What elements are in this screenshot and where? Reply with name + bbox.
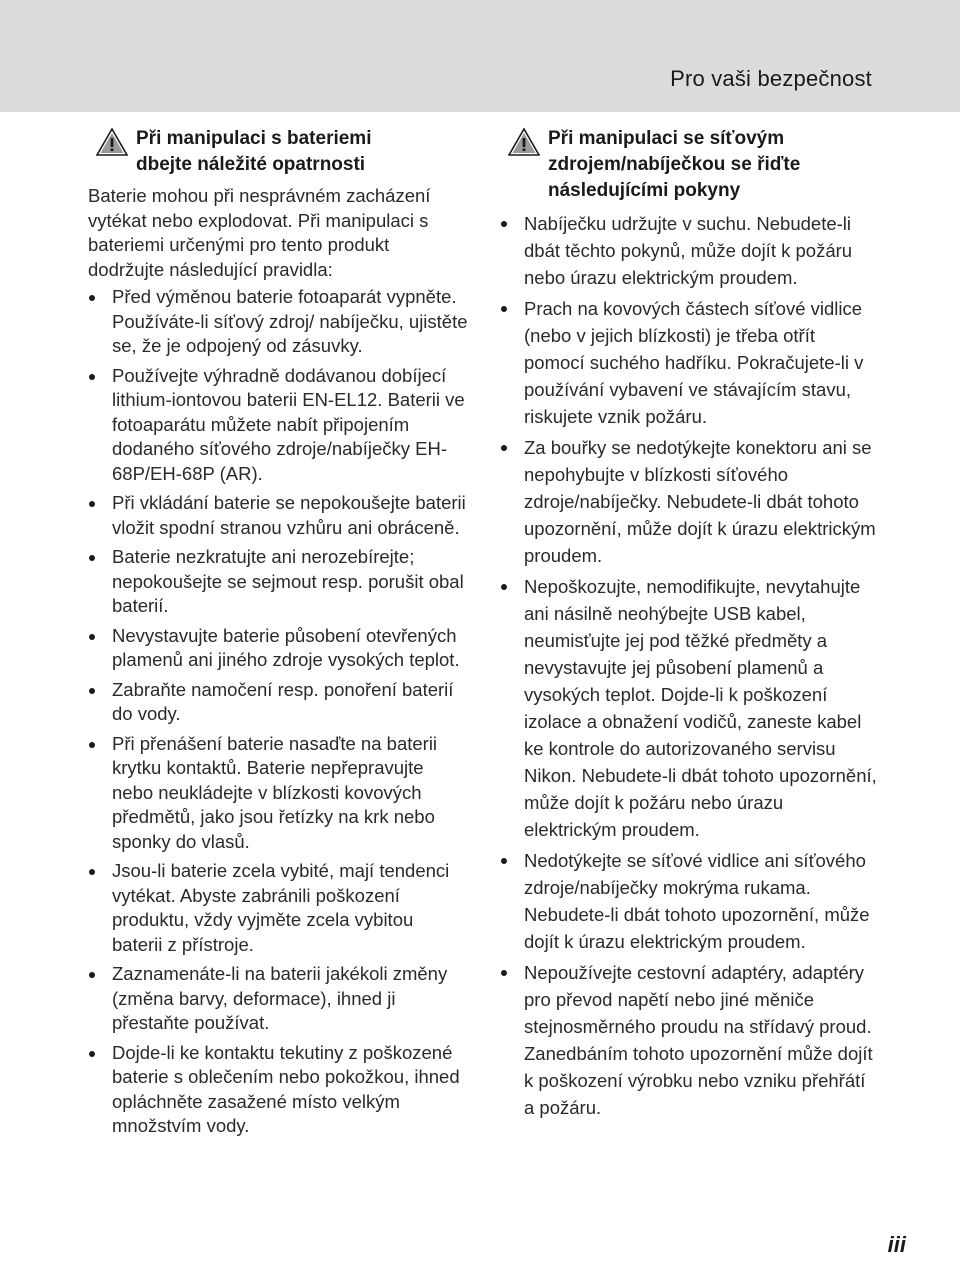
left-bullet-list	[88, 285, 468, 1139]
list-item: Při vkládání baterie se nepokoušejte baterii vložit spodní stranou vzhůru ani obráceně.	[88, 491, 468, 540]
left-intro-paragraph: Baterie mohou při nesprávném zacházení vytékat nebo explodovat. Při manipulaci s bateriemi určenými pro tento produkt dodržujte následující pravidla:	[88, 185, 431, 280]
list-item: Nabíječku udržujte v suchu. Nebudete-li dbát těchto pokynů, může dojít k požáru nebo úrazu elektrickým proudem.	[500, 210, 880, 291]
page-number: iii	[887, 1232, 906, 1257]
list-item: Nepoškozujte, nemodifikujte, nevytahujte ani násilně neohýbejte USB kabel, neumisťujte jej pod těžké předměty a nevystavujte jej působení plamenů a vysokých teplot. Dojde-li k poškození izolace a obnažení vodičů, zaneste kabel ke kontrole do autorizovaného servisu Nikon. Nebudete-li dbát tohoto upozornění, může dojít k požáru nebo úrazu elektrickým proudem.	[500, 573, 880, 843]
list-item: Nevystavujte baterie působení otevřených plamenů ani jiného zdroje vysokých teplot.	[88, 624, 468, 673]
right-section-title-line2: zdrojem/nabíječkou se řiďte	[548, 154, 801, 175]
warning-icon	[508, 128, 540, 156]
left-section-heading	[88, 126, 468, 178]
list-item: Zaznamenáte-li na baterii jakékoli změny (změna barvy, deformace), ihned ji přestaňte používat.	[88, 962, 468, 1036]
page-header-title: Pro vaši bezpečnost	[670, 66, 872, 91]
right-section-title-line1: Při manipulaci se síťovým	[548, 128, 785, 149]
list-item: Používejte výhradně dodávanou dobíjecí lithium-iontovou baterii EN-EL12. Baterii ve fotoaparátu můžete nabít připojením dodaného síťového zdroje/nabíječky EH-68P/EH-68P (AR).	[88, 364, 468, 487]
right-section-title-line3: následujícími pokyny	[548, 180, 741, 201]
right-bullet-list	[500, 210, 880, 1121]
right-section-heading	[500, 126, 880, 204]
left-section-title-line1: Při manipulaci s bateriemi	[136, 128, 372, 149]
left-section-title-line2: dbejte náležité opatrnosti	[136, 154, 366, 175]
list-item: Nedotýkejte se síťové vidlice ani síťového zdroje/nabíječky mokrýma rukama. Nebudete-li dbát tohoto upozornění, může dojít k úrazu elektrickým proudem.	[500, 847, 880, 955]
page-header	[0, 0, 960, 112]
right-column	[500, 126, 880, 1125]
list-item: Za bouřky se nedotýkejte konektoru ani se nepohybujte v blízkosti síťového zdroje/nabíječky. Nebudete-li dbát tohoto upozornění, může dojít k úrazu elektrickým proudem.	[500, 434, 880, 569]
list-item: Dojde-li ke kontaktu tekutiny z poškozené baterie s oblečením nebo pokožkou, ihned opláchněte zasažené místo velkým množstvím vody.	[88, 1041, 468, 1139]
list-item: Zabraňte namočení resp. ponoření baterií do vody.	[88, 678, 468, 727]
left-column	[88, 126, 468, 1144]
warning-icon	[96, 128, 128, 156]
list-item: Jsou-li baterie zcela vybité, mají tendenci vytékat. Abyste zabránili poškození produktu, vždy vyjměte zcela vybitou baterii z přístroje.	[88, 859, 468, 957]
list-item: Prach na kovových částech síťové vidlice (nebo v jejich blízkosti) je třeba otřít pomocí suchého hadříku. Pokračujete-li v používání vybavení ve stávajícím stavu, riskujete vznik požáru.	[500, 295, 880, 430]
list-item: Před výměnou baterie fotoaparát vypněte. Používáte-li síťový zdroj/ nabíječku, ujistěte se, že je odpojený od zásuvky.	[88, 285, 468, 359]
list-item: Baterie nezkratujte ani nerozebírejte; nepokoušejte se sejmout resp. porušit obal baterií.	[88, 545, 468, 619]
list-item: Nepoužívejte cestovní adaptéry, adaptéry pro převod napětí nebo jiné měniče stejnosměrného proudu na střídavý proud. Zanedbáním tohoto upozornění může dojít k poškození výrobku nebo vzniku přehřátí a požáru.	[500, 959, 880, 1121]
list-item: Při přenášení baterie nasaďte na baterii krytku kontaktů. Baterie nepřepravujte nebo neukládejte v blízkosti kovových předmětů, jako jsou řetízky na krk nebo sponky do vlasů.	[88, 732, 468, 855]
